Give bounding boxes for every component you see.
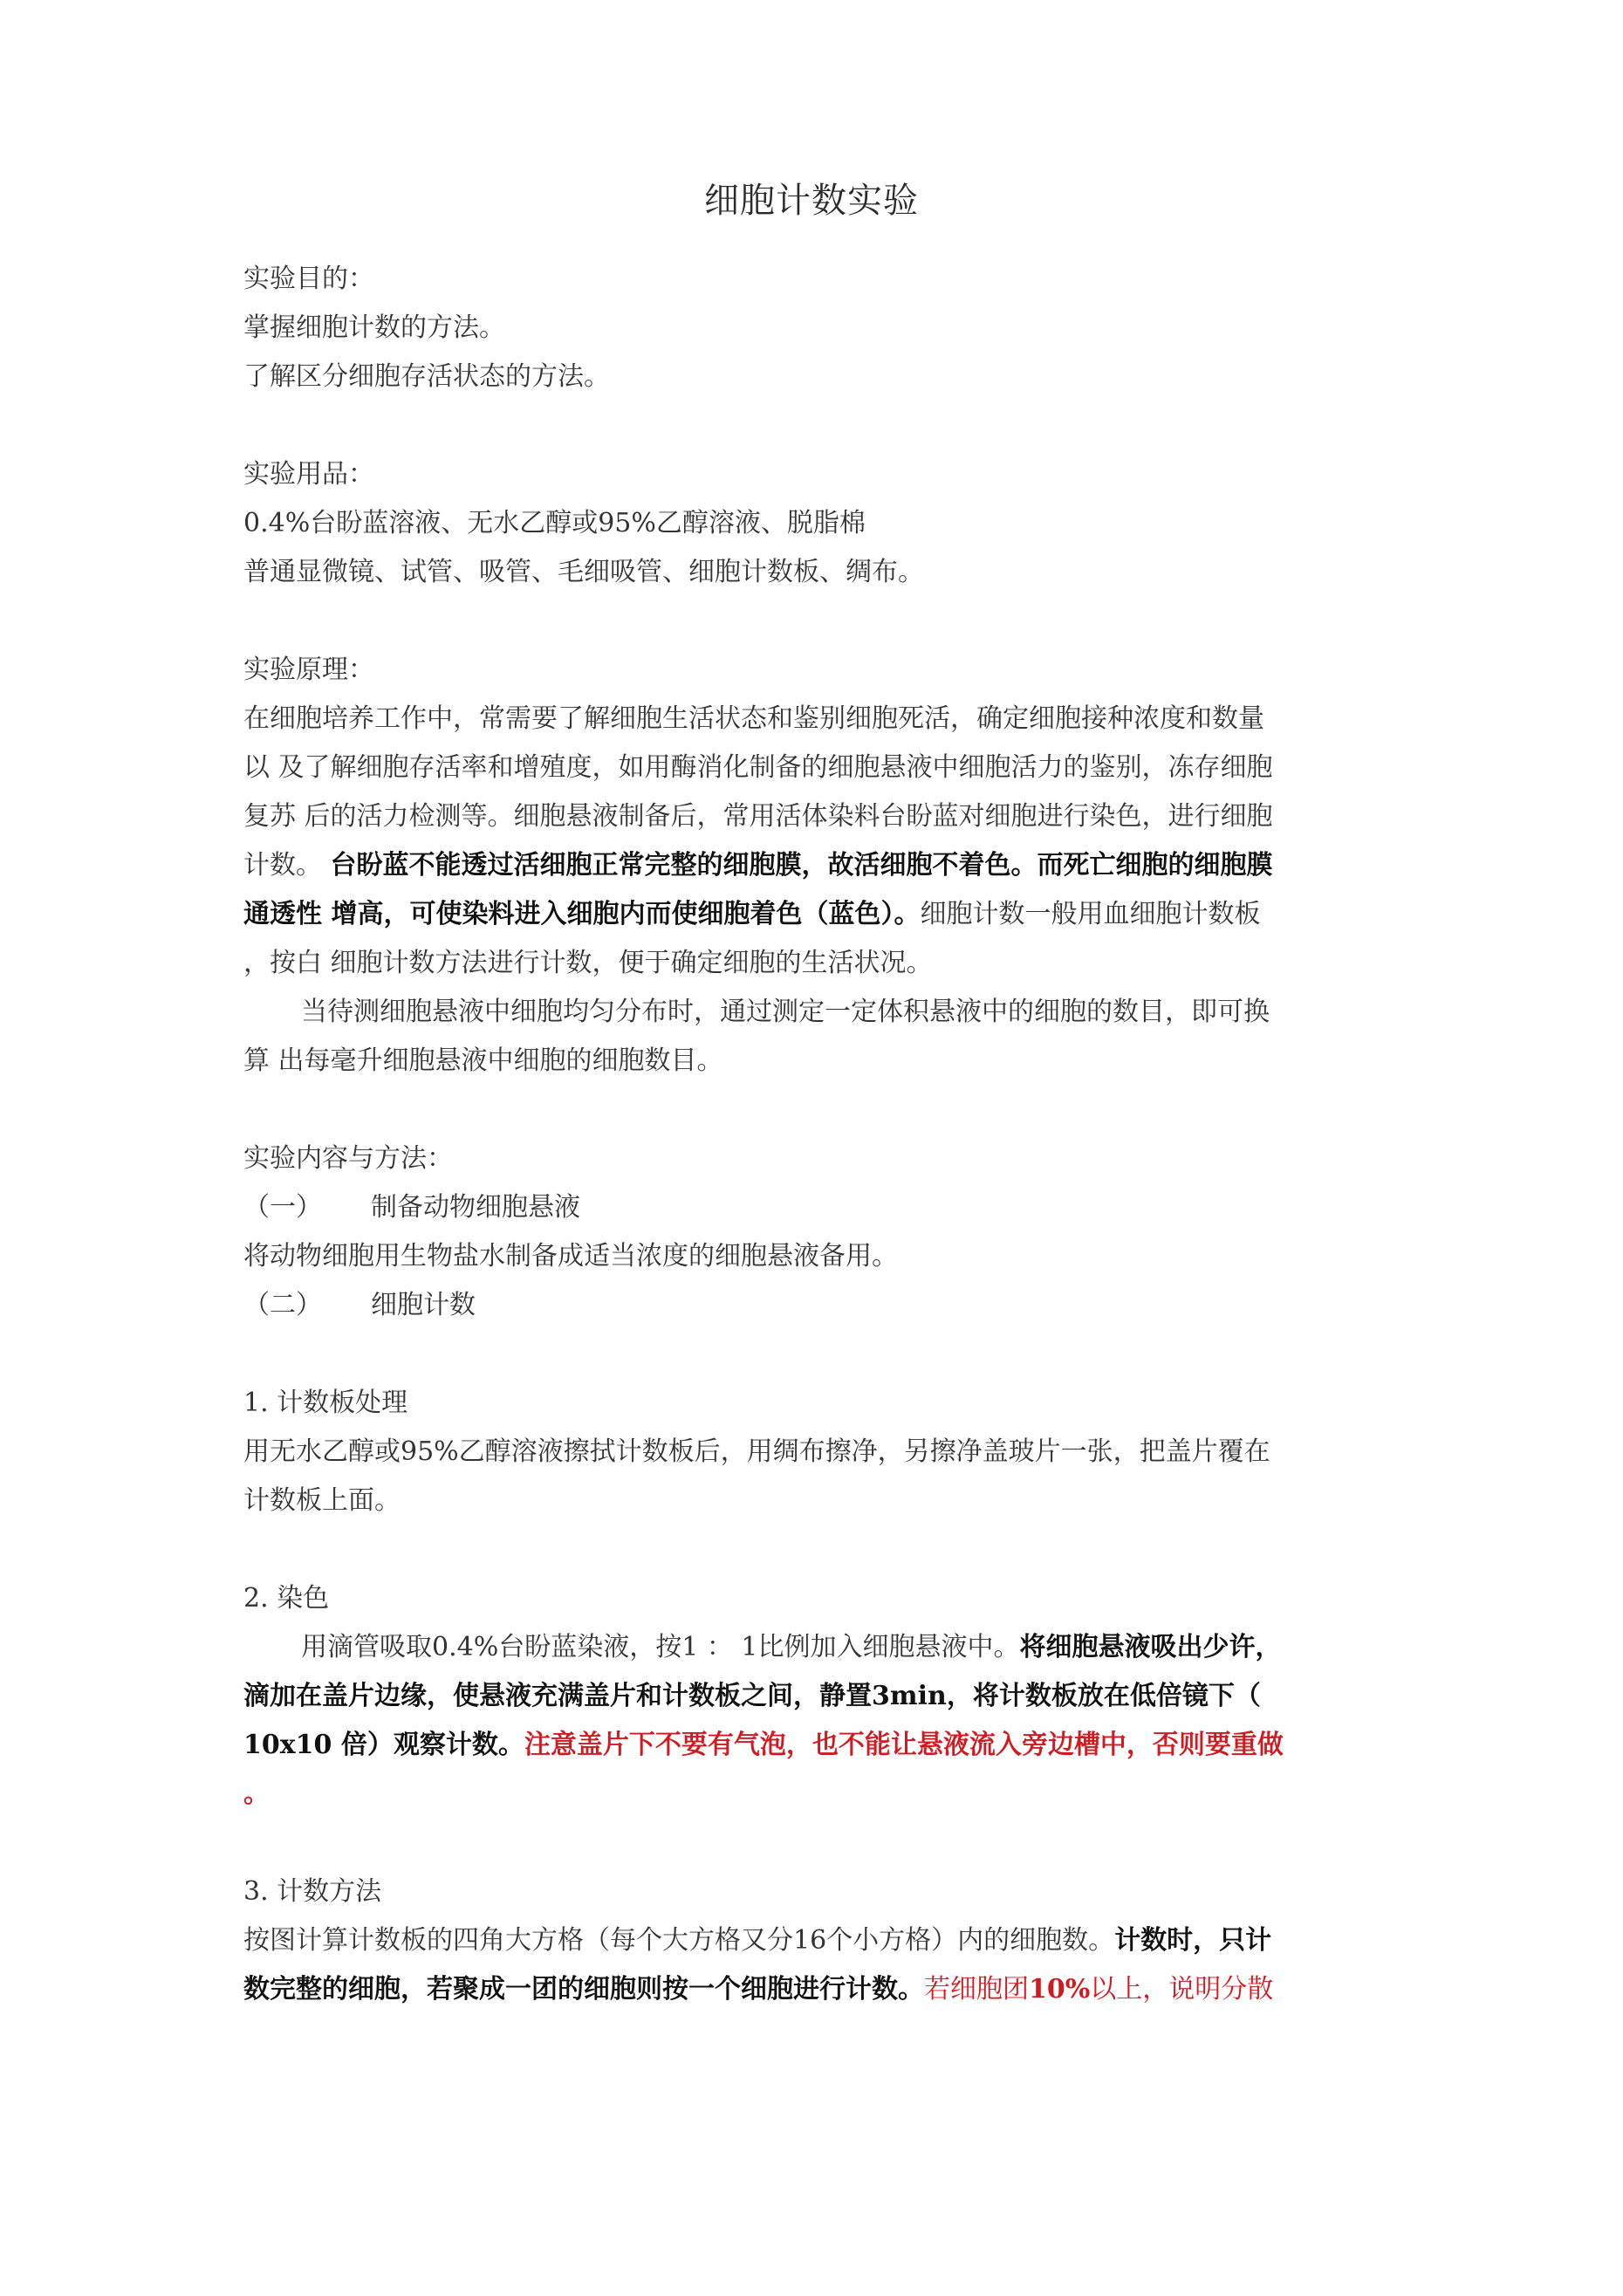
materials-heading: 实验用品： bbox=[243, 459, 374, 490]
section-1-heading bbox=[243, 1183, 1413, 1232]
step-1-heading: 1. 计数板处理 bbox=[243, 1388, 408, 1418]
materials-reagents: 0.4%台盼蓝溶液、无水乙醇或95%乙醇溶液、脱脂棉 bbox=[243, 508, 866, 538]
section-2-heading bbox=[243, 1281, 1413, 1330]
principle-line-7: 当待测细胞悬液中细胞均匀分布时，通过测定一定体积悬液中的细胞的数目，即可换 bbox=[301, 997, 1270, 1027]
warning-text: 以上，说明分散 bbox=[1090, 1974, 1274, 2005]
step-emphasis: 10x10 倍）观察计数。 bbox=[243, 1730, 524, 1760]
section-title: 细胞计数 bbox=[371, 1290, 476, 1320]
step-3-line-2 bbox=[243, 1965, 1413, 2014]
warning-text: 若细胞团 bbox=[924, 1974, 1029, 2005]
principle-line-2: 以 及了解细胞存活率和增殖度，如用酶消化制备的细胞悬液中细胞活力的鉴别，冻存细胞 bbox=[243, 752, 1273, 783]
materials-equipment: 普通显微镜、试管、吸管、毛细吸管、细胞计数板、绸布。 bbox=[243, 557, 924, 587]
step-3-line-1 bbox=[243, 1916, 1413, 1965]
step-1-line-1: 用无水乙醇或95%乙醇溶液擦拭计数板后，用绸布擦净，另擦净盖玻片一张，把盖片覆在 bbox=[243, 1436, 1270, 1467]
methods-heading: 实验内容与方法： bbox=[243, 1143, 453, 1174]
warning-number: 10% bbox=[1029, 1974, 1091, 2005]
step-2-heading: 2. 染色 bbox=[243, 1583, 330, 1614]
step-2-line-4: 。 bbox=[243, 1779, 270, 1809]
principle-text: 细胞计数一般用血细胞计数板 bbox=[920, 899, 1261, 929]
principle-line-8: 算 出每毫升细胞悬液中细胞的细胞数目。 bbox=[243, 1045, 723, 1076]
principle-line-1: 在细胞培养工作中，常需要了解细胞生活状态和鉴别细胞死活，确定细胞接种浓度和数量 bbox=[243, 703, 1264, 734]
principle-line-3: 复苏 后的活力检测等。细胞悬液制备后，常用活体染料台盼蓝对细胞进行染色，进行细胞 bbox=[243, 801, 1273, 832]
principle-line-5 bbox=[243, 890, 1413, 939]
page-title: 细胞计数实验 bbox=[704, 181, 919, 221]
warning-text: 注意盖片下不要有气泡，也不能让悬液流入旁边槽中，否则要重做 bbox=[524, 1730, 1284, 1760]
principle-line-6: ，按白 细胞计数方法进行计数，便于确定细胞的生活状况。 bbox=[243, 948, 933, 978]
step-3-heading: 3. 计数方法 bbox=[243, 1876, 382, 1907]
step-text: 按图计算计数板的四角大方格（每个大方格又分16个小方格）内的细胞数。 bbox=[243, 1925, 1115, 1956]
section-1-body: 将动物细胞用生物盐水制备成适当浓度的细胞悬液备用。 bbox=[243, 1241, 898, 1271]
purpose-heading: 实验目的： bbox=[243, 264, 374, 294]
principle-emphasis: 台盼蓝不能透过活细胞正常完整的细胞膜，故活细胞不着色。而死亡细胞的细胞膜 bbox=[330, 850, 1273, 881]
step-2-line-2: 滴加在盖片边缘，使悬液充满盖片和计数板之间，静置3min，将计数板放在低倍镜下（ bbox=[243, 1681, 1261, 1711]
principle-text: 计数。 bbox=[243, 850, 331, 881]
purpose-item-2: 了解区分细胞存活状态的方法。 bbox=[243, 361, 610, 392]
principle-line-4 bbox=[243, 841, 1413, 890]
step-2-line-3 bbox=[243, 1721, 1413, 1770]
section-number: （二） bbox=[243, 1290, 322, 1320]
principle-heading: 实验原理： bbox=[243, 655, 374, 685]
step-emphasis: 将细胞悬液吸出少许， bbox=[1019, 1632, 1282, 1662]
section-title: 制备动物细胞悬液 bbox=[371, 1192, 580, 1223]
step-2-line-1 bbox=[243, 1623, 1470, 1672]
step-text: 用滴管吸取0.4%台盼蓝染液，按1 ： 1比例加入细胞悬液中。 bbox=[301, 1632, 1020, 1662]
step-emphasis: 计数时，只计 bbox=[1114, 1925, 1272, 1956]
step-1-line-2: 计数板上面。 bbox=[243, 1485, 401, 1516]
principle-emphasis: 通透性 增高，可使染料进入细胞内而使细胞着色（蓝色）。 bbox=[243, 899, 921, 929]
section-number: （一） bbox=[243, 1192, 322, 1223]
step-emphasis: 数完整的细胞，若聚成一团的细胞则按一个细胞进行计数。 bbox=[243, 1974, 924, 2005]
purpose-item-1: 掌握细胞计数的方法。 bbox=[243, 312, 505, 343]
